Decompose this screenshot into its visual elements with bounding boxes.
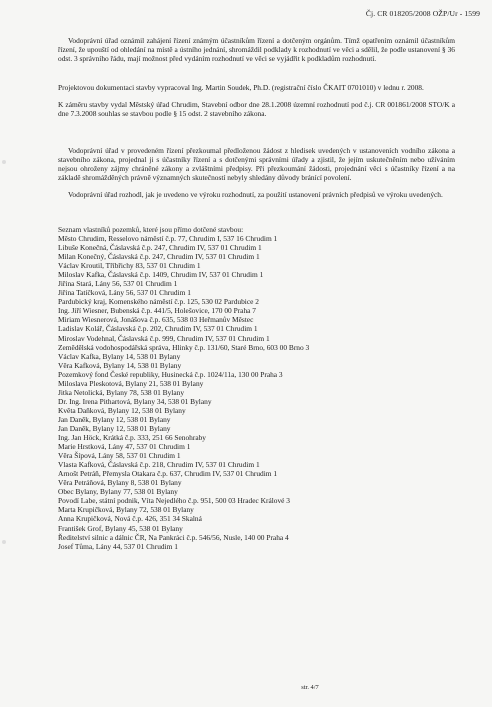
list-item: Václav Kafka, Bylany 14, 538 01 Bylany xyxy=(58,351,181,361)
paragraph-permits: K záměru stavby vydal Městský úřad Chrudim, Stavební odbor dne 28.1.2008 územní rozhodnutí pod č.j. CR 001861/2008 STO/K a dne 7.3.2008 souhlas se stavbou podle § 15 odst. 2 stavebního zákona. xyxy=(58,100,455,118)
list-item: Libuše Konečná, Čáslavská č.p. 247, Chrudim IV, 537 01 Chrudim 1 xyxy=(58,243,262,253)
list-item: Povodí Labe, státní podnik, Víta Nejedlého č.p. 951, 500 03 Hradec Králové 3 xyxy=(58,496,290,506)
list-item: Jitka Netolická, Bylany 78, 538 01 Bylany xyxy=(58,387,185,397)
list-item: Dr. Ing. Irena Pithartová, Bylany 34, 538 01 Bylany xyxy=(58,396,212,406)
list-item: Milan Konečný, Čáslavská č.p. 247, Chrudim IV, 537 01 Chrudim 1 xyxy=(58,252,260,262)
list-item: Jan Daněk, Bylany 12, 538 01 Bylany xyxy=(58,423,171,433)
list-item: Zemědělská vodohospodářská správa, Hlinky č.p. 131/60, Staré Brno, 603 00 Brno 3 xyxy=(58,342,310,352)
list-item: Pardubický kraj, Komenského náměstí č.p. 125, 530 02 Pardubice 2 xyxy=(58,297,259,307)
page-number-text: str. 4/7 xyxy=(301,684,319,691)
list-item: Miroslav Vodehnal, Čáslavská č.p. 999, Chrudim IV, 537 01 Chrudim 1 xyxy=(58,333,270,343)
list-item: Město Chrudim, Resselovo náměstí č.p. 77, Chrudim I, 537 16 Chrudim 1 xyxy=(58,234,278,243)
list-item: Marie Hrstková, Lány 47, 537 01 Chrudim 1 xyxy=(58,442,191,452)
list-item: Ing. Jan Höck, Krátká č.p. 333, 251 66 Senohraby xyxy=(58,433,206,443)
list-item: Václav Kroutil, Tříbřichy 83, 537 01 Chrudim 1 xyxy=(58,261,201,271)
list-item: Miloslava Pleskotová, Bylany 21, 538 01 Bylany xyxy=(58,378,204,388)
list-item: Jiřina Stará, Lány 56, 537 01 Chrudim 1 xyxy=(58,279,178,289)
list-item: Josef Tůma, Lány 44, 537 01 Chrudim 1 xyxy=(58,541,178,551)
list-item: Pozemkový fond České republiky, Husinecká č.p. 1024/11a, 130 00 Praha 3 xyxy=(58,369,283,379)
punch-hole xyxy=(2,540,6,544)
paragraph-review: Vodoprávní úřad v provedeném řízení přezkoumal předloženou žádost z hledisek uvedených v ustanoveních vodního zákona a stavebního zákona, projednal ji s účastníky řízení a s dotčenými správními úřady a zjistil, že jejím uskutečněním nebo užíváním nejsou ohroženy zájmy chráněné zákony a zvláštními předpisy. Při přezkoumání žádosti, projednání věci s účastníky řízení a na základě shromážděných právně významných skutečností nebyly shledány důvody bránící povolení. xyxy=(58,146,455,182)
list-item: Miloslav Kafka, Čáslavská č.p. 1409, Chrudim IV, 537 01 Chrudim 1 xyxy=(58,270,264,280)
page-number xyxy=(0,684,492,691)
paragraph-project: Projektovou dokumentaci stavby vypracoval Ing. Martin Soudek, Ph.D. (registrační číslo ČKAIT 0701010) v lednu r. 2008. xyxy=(58,83,424,92)
reference-number: Čj. CR 018205/2008 OŽP/Ur - 1599 xyxy=(365,9,480,18)
owners-list xyxy=(58,225,455,551)
list-item: Věra Šípová, Lány 58, 537 01 Chrudim 1 xyxy=(58,451,181,461)
punch-hole xyxy=(2,160,6,164)
list-item: Miriam Wiesnerová, Jonášova č.p. 635, 538 03 Heřmanův Městec xyxy=(58,315,254,325)
list-item: Arnošt Petráň, Přemysla Otakara č.p. 637, Chrudim IV, 537 01 Chrudim 1 xyxy=(58,469,278,479)
document-body xyxy=(58,36,455,551)
owners-items xyxy=(58,234,455,551)
owners-heading: Seznam vlastníků pozemků, které jsou přímo dotčené stavbou: xyxy=(58,225,244,234)
list-item: Věra Kafková, Bylany 14, 538 01 Bylany xyxy=(58,360,182,370)
list-item: František Grof, Bylany 45, 538 01 Bylany xyxy=(58,523,183,533)
list-item: Jan Daněk, Bylany 12, 538 01 Bylany xyxy=(58,414,171,424)
paragraph-decision: Vodoprávní úřad rozhodl, jak je uvedeno ve výroku rozhodnutí, za použití ustanovení právních předpisů ve výroku uvedených. xyxy=(68,190,443,199)
list-item: Vlasta Kafková, Čáslavská č.p. 218, Chrudim IV, 537 01 Chrudim 1 xyxy=(58,460,260,470)
list-item: Ředitelství silnic a dálnic ČR, Na Pankráci č.p. 546/56, Nusle, 140 00 Praha 4 xyxy=(58,532,289,542)
list-item: Věra Petráňová, Bylany 8, 538 01 Bylany xyxy=(58,478,182,488)
paragraph-notification: Vodoprávní úřad oznámil zahájení řízení známým účastníkům řízení a dotčeným orgánům. Tímž opatřením oznámil účastníkům řízení, že upouští od ohledání na místě a ústního jednání, shromáždil podklady k rozhodnutí ve věci a sdělil, že podle ustanovení § 36 odst. 3 správního řádu, mají možnost před vydáním rozhodnutí ve věci se vyjádřit k podkladům rozhodnutí. xyxy=(58,36,455,63)
list-item: Anna Krupičková, Nová č.p. 426, 351 34 Skalná xyxy=(58,514,202,524)
list-item: Marta Krupičková, Bylany 72, 538 01 Bylany xyxy=(58,505,194,515)
list-item: Květa Daňková, Bylany 12, 538 01 Bylany xyxy=(58,405,186,415)
list-item: Ladislav Kolář, Čáslavská č.p. 202, Chrudim IV, 537 01 Chrudim 1 xyxy=(58,324,258,334)
list-item: Obec Bylany, Bylany 77, 538 01 Bylany xyxy=(58,487,178,497)
list-item: Ing. Jiří Wiesner, Bubenská č.p. 441/5, Holešovice, 170 00 Praha 7 xyxy=(58,306,256,316)
list-item: Jiřina Tatíčková, Lány 56, 537 01 Chrudim 1 xyxy=(58,288,191,298)
